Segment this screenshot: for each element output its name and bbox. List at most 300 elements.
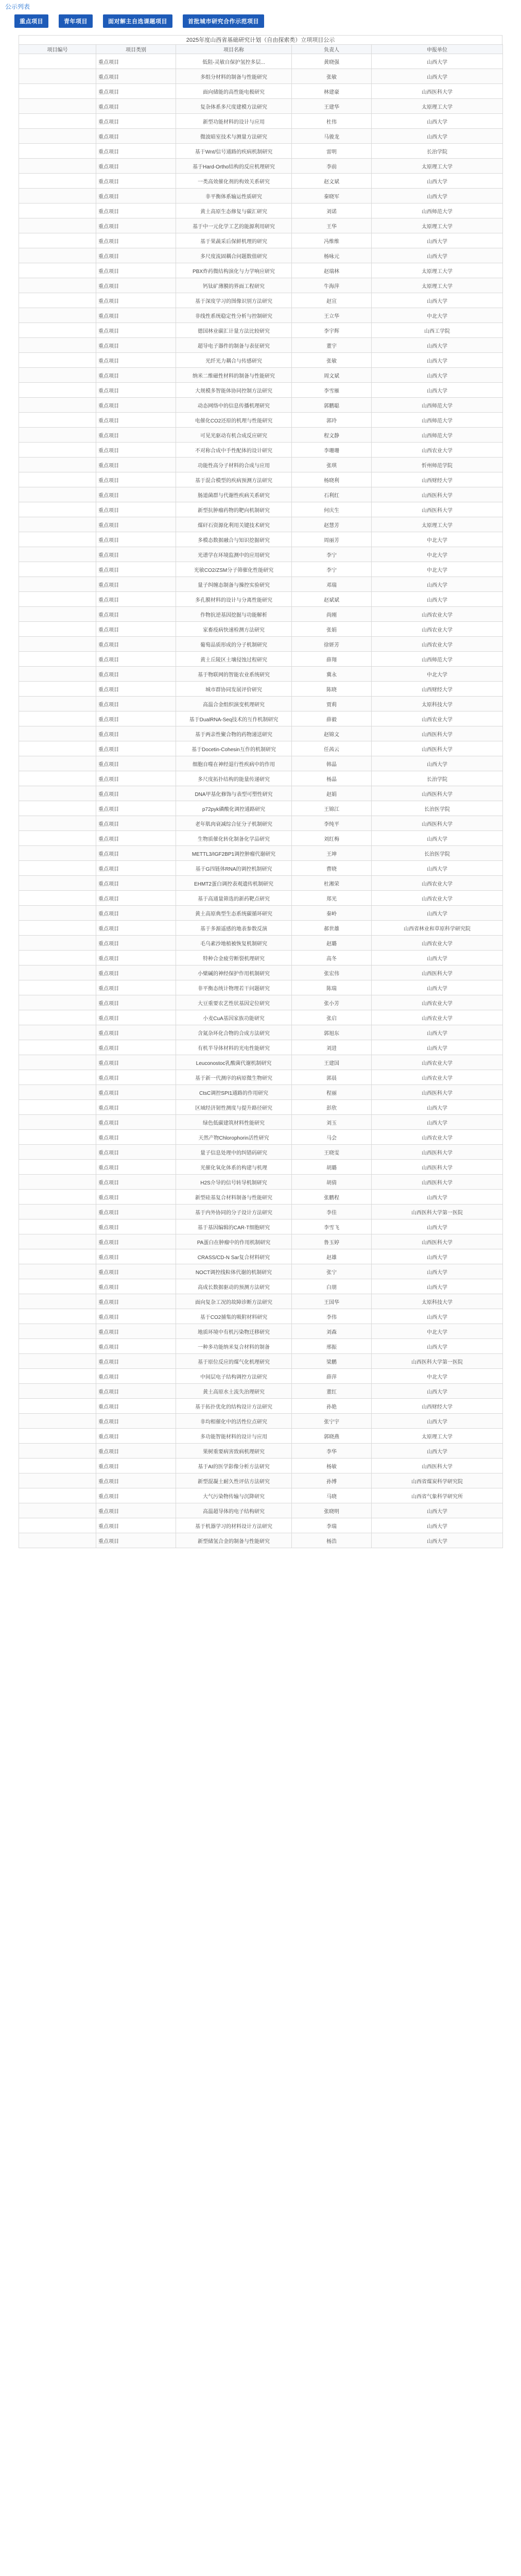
cell-cat: 重点项目 (96, 174, 176, 189)
cell-unit: 山西农业大学 (372, 1130, 503, 1145)
column-header: 申报单位 (372, 45, 503, 54)
cell-person: 杜湘荣 (292, 876, 372, 891)
cell-cat: 重点项目 (96, 233, 176, 248)
cell-cat: 重点项目 (96, 1533, 176, 1548)
cell-cat: 重点项目 (96, 114, 176, 129)
cell-cat: 重点项目 (96, 1070, 176, 1085)
cell-number (19, 84, 96, 99)
table-row (19, 457, 503, 472)
cell-title: 非线性系统稳定性分析与控制研究 (176, 308, 292, 323)
cell-cat: 重点项目 (96, 622, 176, 637)
cell-person: 刘进 (292, 1040, 372, 1055)
cell-unit: 中北大学 (372, 1369, 503, 1384)
cell-person: 高冬 (292, 951, 372, 965)
table-row (19, 1429, 503, 1444)
table-row (19, 278, 503, 293)
cell-title: 光敏CO2/ZSM分子筛催化性能研究 (176, 562, 292, 577)
cell-unit: 太原理工大学 (372, 159, 503, 174)
cell-cat: 重点项目 (96, 697, 176, 711)
cell-number (19, 756, 96, 771)
cell-unit: 山西大学 (372, 1414, 503, 1429)
cell-unit: 山西医科大学 (372, 726, 503, 741)
cell-unit: 山西大学 (372, 233, 503, 248)
table-row (19, 99, 503, 114)
cell-title: 小檗碱的神经保护作用机制研究 (176, 965, 292, 980)
cell-cat: 重点项目 (96, 1384, 176, 1399)
cell-number (19, 995, 96, 1010)
cell-unit: 山西农业大学 (372, 1010, 503, 1025)
table-row (19, 1025, 503, 1040)
cell-number (19, 1070, 96, 1085)
cell-unit: 太原理工大学 (372, 517, 503, 532)
table-row (19, 1294, 503, 1309)
cell-unit: 太原理工大学 (372, 218, 503, 233)
cell-person: 郭晨 (292, 1070, 372, 1085)
cell-number (19, 1115, 96, 1130)
cell-person: 张敏 (292, 69, 372, 84)
cell-person: 薛翔 (292, 652, 372, 667)
cell-title: 毛乌素沙地植被恢复机制研究 (176, 936, 292, 951)
cell-unit: 山西大学 (372, 980, 503, 995)
cell-unit: 山西医科大学 (372, 741, 503, 756)
cell-unit: 太原理工大学 (372, 278, 503, 293)
cell-cat: 重点项目 (96, 1160, 176, 1175)
cell-title: 黄土高原水土流失治理研究 (176, 1384, 292, 1399)
table-row (19, 413, 503, 428)
cell-person: 郭鹏聪 (292, 398, 372, 413)
table-row (19, 428, 503, 443)
cell-cat: 重点项目 (96, 1145, 176, 1160)
cell-number (19, 1399, 96, 1414)
cell-person: 李雪飞 (292, 1219, 372, 1234)
cell-number (19, 1429, 96, 1444)
table-row (19, 84, 503, 99)
cell-person: 牛海萍 (292, 278, 372, 293)
table-row (19, 1279, 503, 1294)
cell-number (19, 577, 96, 592)
table-row (19, 472, 503, 487)
cell-title: Leuconostoc乳酸菌代谢机制研究 (176, 1055, 292, 1070)
cell-title: 黄土高原生态修复与碳汇研究 (176, 204, 292, 218)
cell-number (19, 562, 96, 577)
cell-number (19, 1145, 96, 1160)
cell-unit: 太原理工大学 (372, 99, 503, 114)
table-row (19, 622, 503, 637)
cell-person: 邢振 (292, 1339, 372, 1354)
cell-person: 杨敏 (292, 1459, 372, 1473)
cell-number (19, 1055, 96, 1070)
cell-cat: 重点项目 (96, 936, 176, 951)
nav-tab-3[interactable]: 首批城市研究合作示范项目 (183, 14, 264, 28)
cell-unit: 山西大学 (372, 1115, 503, 1130)
cell-cat: 重点项目 (96, 547, 176, 562)
cell-person: 李宇辉 (292, 323, 372, 338)
cell-unit: 山西农业大学 (372, 711, 503, 726)
table-row (19, 1488, 503, 1503)
cell-cat: 重点项目 (96, 1130, 176, 1145)
cell-title: 果树重要病害致病机理研究 (176, 1444, 292, 1459)
table-row (19, 54, 503, 69)
cell-unit: 山西农业大学 (372, 995, 503, 1010)
table-row (19, 323, 503, 338)
cell-cat: 重点项目 (96, 891, 176, 906)
cell-title: 特种合金疲劳断裂机理研究 (176, 951, 292, 965)
table-row (19, 1414, 503, 1429)
cell-person: 何庆生 (292, 502, 372, 517)
table-row (19, 204, 503, 218)
cell-person: 胡璐 (292, 1160, 372, 1175)
cell-unit: 山西农业大学 (372, 1055, 503, 1070)
table-row (19, 861, 503, 876)
cell-unit: 山西医科大学 (372, 1160, 503, 1175)
table-row (19, 1533, 503, 1548)
column-header: 负责人 (292, 45, 372, 54)
cell-title: 基于Hard-Ortho结构的反应机理研究 (176, 159, 292, 174)
cell-title: 多尺度拓扑结构的能量传递研究 (176, 771, 292, 786)
cell-number (19, 726, 96, 741)
table-row (19, 1130, 503, 1145)
cell-unit: 山西大学 (372, 114, 503, 129)
column-header: 项目编号 (19, 45, 96, 54)
cell-unit: 山西大学 (372, 1384, 503, 1399)
cell-unit: 山西师范大学 (372, 652, 503, 667)
cell-unit: 中北大学 (372, 547, 503, 562)
cell-title: 地质环境中有机污染物迁移研究 (176, 1324, 292, 1339)
cell-unit: 山西大学 (372, 1533, 503, 1548)
cell-cat: 重点项目 (96, 921, 176, 936)
cell-person: 董宇 (292, 338, 372, 353)
table-row (19, 1040, 503, 1055)
cell-unit: 中北大学 (372, 308, 503, 323)
cell-person: 冀永 (292, 667, 372, 682)
table-row (19, 1249, 503, 1264)
cell-unit: 山西大学 (372, 1279, 503, 1294)
cell-cat: 重点项目 (96, 1354, 176, 1369)
cell-number (19, 1309, 96, 1324)
cell-title: 肠道菌群与代谢性疾病关系研究 (176, 487, 292, 502)
cell-number (19, 457, 96, 472)
notice-list-link[interactable]: 公示列表 (5, 3, 30, 10)
table-row (19, 831, 503, 846)
cell-unit: 山西大学 (372, 592, 503, 607)
cell-unit: 山西农业大学 (372, 622, 503, 637)
cell-unit: 山西大学 (372, 1518, 503, 1533)
table-row (19, 726, 503, 741)
cell-number (19, 129, 96, 144)
cell-person: 李佳 (292, 1205, 372, 1219)
cell-title: 基于原位反应的煤气化机理研究 (176, 1354, 292, 1369)
cell-cat: 重点项目 (96, 682, 176, 697)
table-row (19, 353, 503, 368)
table-row (19, 1070, 503, 1085)
cell-cat: 重点项目 (96, 1219, 176, 1234)
cell-unit: 山西医科大学 (372, 1085, 503, 1100)
cell-cat: 重点项目 (96, 1503, 176, 1518)
cell-title: 光纤光力耦合与传感研究 (176, 353, 292, 368)
cell-cat: 重点项目 (96, 876, 176, 891)
cell-title: 细胞自噬在神经退行性疾病中的作用 (176, 756, 292, 771)
cell-cat: 重点项目 (96, 965, 176, 980)
cell-title: 多尺度流固耦合问题数值研究 (176, 248, 292, 263)
cell-cat: 重点项目 (96, 906, 176, 921)
cell-unit: 长治学院 (372, 144, 503, 159)
cell-cat: 重点项目 (96, 248, 176, 263)
cell-cat: 重点项目 (96, 995, 176, 1010)
cell-number (19, 114, 96, 129)
cell-cat: 重点项目 (96, 1055, 176, 1070)
cell-cat: 重点项目 (96, 338, 176, 353)
cell-number (19, 1384, 96, 1399)
table-row (19, 144, 503, 159)
cell-title: 基于混合模型的疾病预测方法研究 (176, 472, 292, 487)
cell-title: 大气污染物传输与沉降研究 (176, 1488, 292, 1503)
table-row (19, 517, 503, 532)
table-row (19, 233, 503, 248)
cell-cat: 重点项目 (96, 1459, 176, 1473)
cell-number (19, 1339, 96, 1354)
cell-cat: 重点项目 (96, 1279, 176, 1294)
cell-person: 马骏龙 (292, 129, 372, 144)
cell-person: 赵瑞林 (292, 263, 372, 278)
cell-unit: 山西大学 (372, 1444, 503, 1459)
cell-unit: 山西大学 (372, 293, 503, 308)
cell-title: 基于物联网的智能农业系统研究 (176, 667, 292, 682)
table-row (19, 637, 503, 652)
cell-person: 李纯平 (292, 816, 372, 831)
table-row (19, 443, 503, 457)
table-row (19, 1175, 503, 1190)
cell-title: 基于多源遥感的地表参数反演 (176, 921, 292, 936)
cell-title: 生物质催化转化制备化学品研究 (176, 831, 292, 846)
cell-title: 天然产物Chlorophorin活性研究 (176, 1130, 292, 1145)
cell-person: 李华 (292, 1444, 372, 1459)
cell-number (19, 144, 96, 159)
cell-unit: 山西大学 (372, 189, 503, 204)
cell-cat: 重点项目 (96, 1010, 176, 1025)
cell-person: 孙博 (292, 1473, 372, 1488)
cell-title: 量子纠缠态制备与操控实验研究 (176, 577, 292, 592)
cell-number (19, 637, 96, 652)
cell-cat: 重点项目 (96, 472, 176, 487)
cell-number (19, 1100, 96, 1115)
cell-person: 薛毅 (292, 711, 372, 726)
cell-title: 多孔膜材料的设计与分离性能研究 (176, 592, 292, 607)
cell-person: 王建国 (292, 1055, 372, 1070)
cell-unit: 山西师范大学 (372, 413, 503, 428)
cell-cat: 重点项目 (96, 1085, 176, 1100)
cell-person: 郝世雄 (292, 921, 372, 936)
cell-cat: 重点项目 (96, 771, 176, 786)
cell-number (19, 801, 96, 816)
column-header: 项目名称 (176, 45, 292, 54)
cell-person: 孙艳 (292, 1399, 372, 1414)
cell-unit: 长治医学院 (372, 846, 503, 861)
cell-cat: 重点项目 (96, 293, 176, 308)
table-row (19, 1369, 503, 1384)
cell-number (19, 965, 96, 980)
cell-person: 张小芳 (292, 995, 372, 1010)
nav-tab-2[interactable]: 面对解主自选课题项目 (103, 14, 172, 28)
cell-cat: 重点项目 (96, 1294, 176, 1309)
cell-unit: 山西大学 (372, 338, 503, 353)
column-header: 项目类别 (96, 45, 176, 54)
cell-person: 张琪 (292, 457, 372, 472)
cell-number (19, 1503, 96, 1518)
cell-number (19, 682, 96, 697)
cell-person: 邓瑞 (292, 577, 372, 592)
cell-number (19, 428, 96, 443)
cell-title: p72pyk磷酸化调控通路研究 (176, 801, 292, 816)
cell-title: 新型储氢合金的制备与性能研究 (176, 1533, 292, 1548)
cell-number (19, 353, 96, 368)
cell-unit: 山西大学 (372, 1309, 503, 1324)
cell-title: 多功能智能材料的设计与应用 (176, 1429, 292, 1444)
cell-unit: 山西医科大学 (372, 1234, 503, 1249)
announcement-content (19, 35, 502, 1548)
table-row (19, 1010, 503, 1025)
cell-unit: 山西农业大学 (372, 607, 503, 622)
table-row (19, 1444, 503, 1459)
table-row (19, 1205, 503, 1219)
cell-title: 功能性高分子材料的合成与应用 (176, 457, 292, 472)
cell-unit: 山西大学 (372, 248, 503, 263)
cell-number (19, 1473, 96, 1488)
table-row (19, 502, 503, 517)
cell-unit: 太原理工大学 (372, 263, 503, 278)
cell-cat: 重点项目 (96, 831, 176, 846)
cell-unit: 忻州师范学院 (372, 457, 503, 472)
cell-cat: 重点项目 (96, 398, 176, 413)
cell-title: 新型抗肿瘤药物的靶向机制研究 (176, 502, 292, 517)
cell-unit: 山西医科大学 (372, 965, 503, 980)
table-row (19, 816, 503, 831)
cell-cat: 重点项目 (96, 1339, 176, 1354)
cell-unit: 山西财经大学 (372, 472, 503, 487)
cell-unit: 山西省煤炭科学研究院 (372, 1473, 503, 1488)
cell-unit: 山西大学 (372, 1100, 503, 1115)
table-row (19, 308, 503, 323)
cell-title: 电催化CO2还原的机理与性能研究 (176, 413, 292, 428)
cell-cat: 重点项目 (96, 1100, 176, 1115)
cell-person: 李珊珊 (292, 443, 372, 457)
cell-cat: 重点项目 (96, 144, 176, 159)
cell-number (19, 338, 96, 353)
cell-cat: 重点项目 (96, 1488, 176, 1503)
cell-number (19, 1488, 96, 1503)
cell-title: METTL3/IGF2BP1调控肿瘤代谢研究 (176, 846, 292, 861)
cell-unit: 山西大学 (372, 174, 503, 189)
cell-title: 基于新一代测序的病原微生物研究 (176, 1070, 292, 1085)
cell-number (19, 1010, 96, 1025)
cell-unit: 山西大学 (372, 69, 503, 84)
cell-cat: 重点项目 (96, 1249, 176, 1264)
table-row (19, 69, 503, 84)
cell-number (19, 1130, 96, 1145)
cell-title: 基于高通量筛选的新药靶点研究 (176, 891, 292, 906)
cell-person: 刘红梅 (292, 831, 372, 846)
nav-tab-0[interactable]: 重点项目 (14, 14, 48, 28)
cell-cat: 重点项目 (96, 951, 176, 965)
cell-number (19, 846, 96, 861)
cell-person: 王华 (292, 218, 372, 233)
table-row (19, 995, 503, 1010)
cell-number (19, 398, 96, 413)
cell-number (19, 876, 96, 891)
cell-cat: 重点项目 (96, 457, 176, 472)
cell-title: 不对称合成中手性配体的设计研究 (176, 443, 292, 457)
cell-person: 郑光 (292, 891, 372, 906)
cell-cat: 重点项目 (96, 383, 176, 398)
cell-unit: 山西大学 (372, 1040, 503, 1055)
cell-title: 含氮杂环化合物的合成方法研究 (176, 1025, 292, 1040)
cell-cat: 重点项目 (96, 487, 176, 502)
cell-number (19, 1219, 96, 1234)
table-row (19, 711, 503, 726)
cell-number (19, 741, 96, 756)
cell-person: 刘玉 (292, 1115, 372, 1130)
cell-cat: 重点项目 (96, 980, 176, 995)
cell-unit: 山西医科大学 (372, 1145, 503, 1160)
cell-number (19, 69, 96, 84)
cell-cat: 重点项目 (96, 816, 176, 831)
cell-unit: 山西大学 (372, 1264, 503, 1279)
table-row (19, 891, 503, 906)
cell-number (19, 1459, 96, 1473)
cell-unit: 山西财经大学 (372, 682, 503, 697)
cell-person: 薛萍 (292, 1369, 372, 1384)
table-row (19, 980, 503, 995)
cell-title: 新型硅基复合材料制备与性能研究 (176, 1190, 292, 1205)
nav-tab-1[interactable]: 青年项目 (59, 14, 93, 28)
cell-title: 基于拓扑优化的结构设计方法研究 (176, 1399, 292, 1414)
cell-number (19, 517, 96, 532)
cell-unit: 中北大学 (372, 1324, 503, 1339)
cell-cat: 重点项目 (96, 1175, 176, 1190)
cell-cat: 重点项目 (96, 1264, 176, 1279)
cell-title: 大规模多智能体协同控制方法研究 (176, 383, 292, 398)
cell-title: 光催化氧化体系的构建与机理 (176, 1160, 292, 1175)
cell-title: 面向复杂工况的故障诊断方法研究 (176, 1294, 292, 1309)
cell-unit: 中北大学 (372, 532, 503, 547)
cell-person: 李瑞 (292, 1518, 372, 1533)
cell-person: 赵斌斌 (292, 592, 372, 607)
cell-person: 梁鹏 (292, 1354, 372, 1369)
cell-title: 高温合金组织演变机理研究 (176, 697, 292, 711)
cell-title: 微波暗室技术与测量方法研究 (176, 129, 292, 144)
cell-cat: 重点项目 (96, 443, 176, 457)
cell-title: 量子信息处理中的纠错码研究 (176, 1145, 292, 1160)
cell-title: 高成长数据驱动的预测方法研究 (176, 1279, 292, 1294)
cell-unit: 长治学院 (372, 771, 503, 786)
cell-number (19, 1444, 96, 1459)
cell-person: 赵璐 (292, 936, 372, 951)
cell-title: EHMT2蛋白调控表观遗传机制研究 (176, 876, 292, 891)
table-row (19, 532, 503, 547)
cell-unit: 山西大学 (372, 1190, 503, 1205)
cell-title: 低阻-灵敏自保护氢控多层... (176, 54, 292, 69)
cell-unit: 山西大学 (372, 1025, 503, 1040)
cell-title: 超导电子器件的制备与表征研究 (176, 338, 292, 353)
table-row (19, 682, 503, 697)
cell-unit: 山西医科大学 (372, 1459, 503, 1473)
table-row (19, 547, 503, 562)
cell-person: 贾莉 (292, 697, 372, 711)
table-row (19, 741, 503, 756)
cell-number (19, 218, 96, 233)
table-row (19, 248, 503, 263)
cell-number (19, 1279, 96, 1294)
cell-number (19, 1533, 96, 1548)
